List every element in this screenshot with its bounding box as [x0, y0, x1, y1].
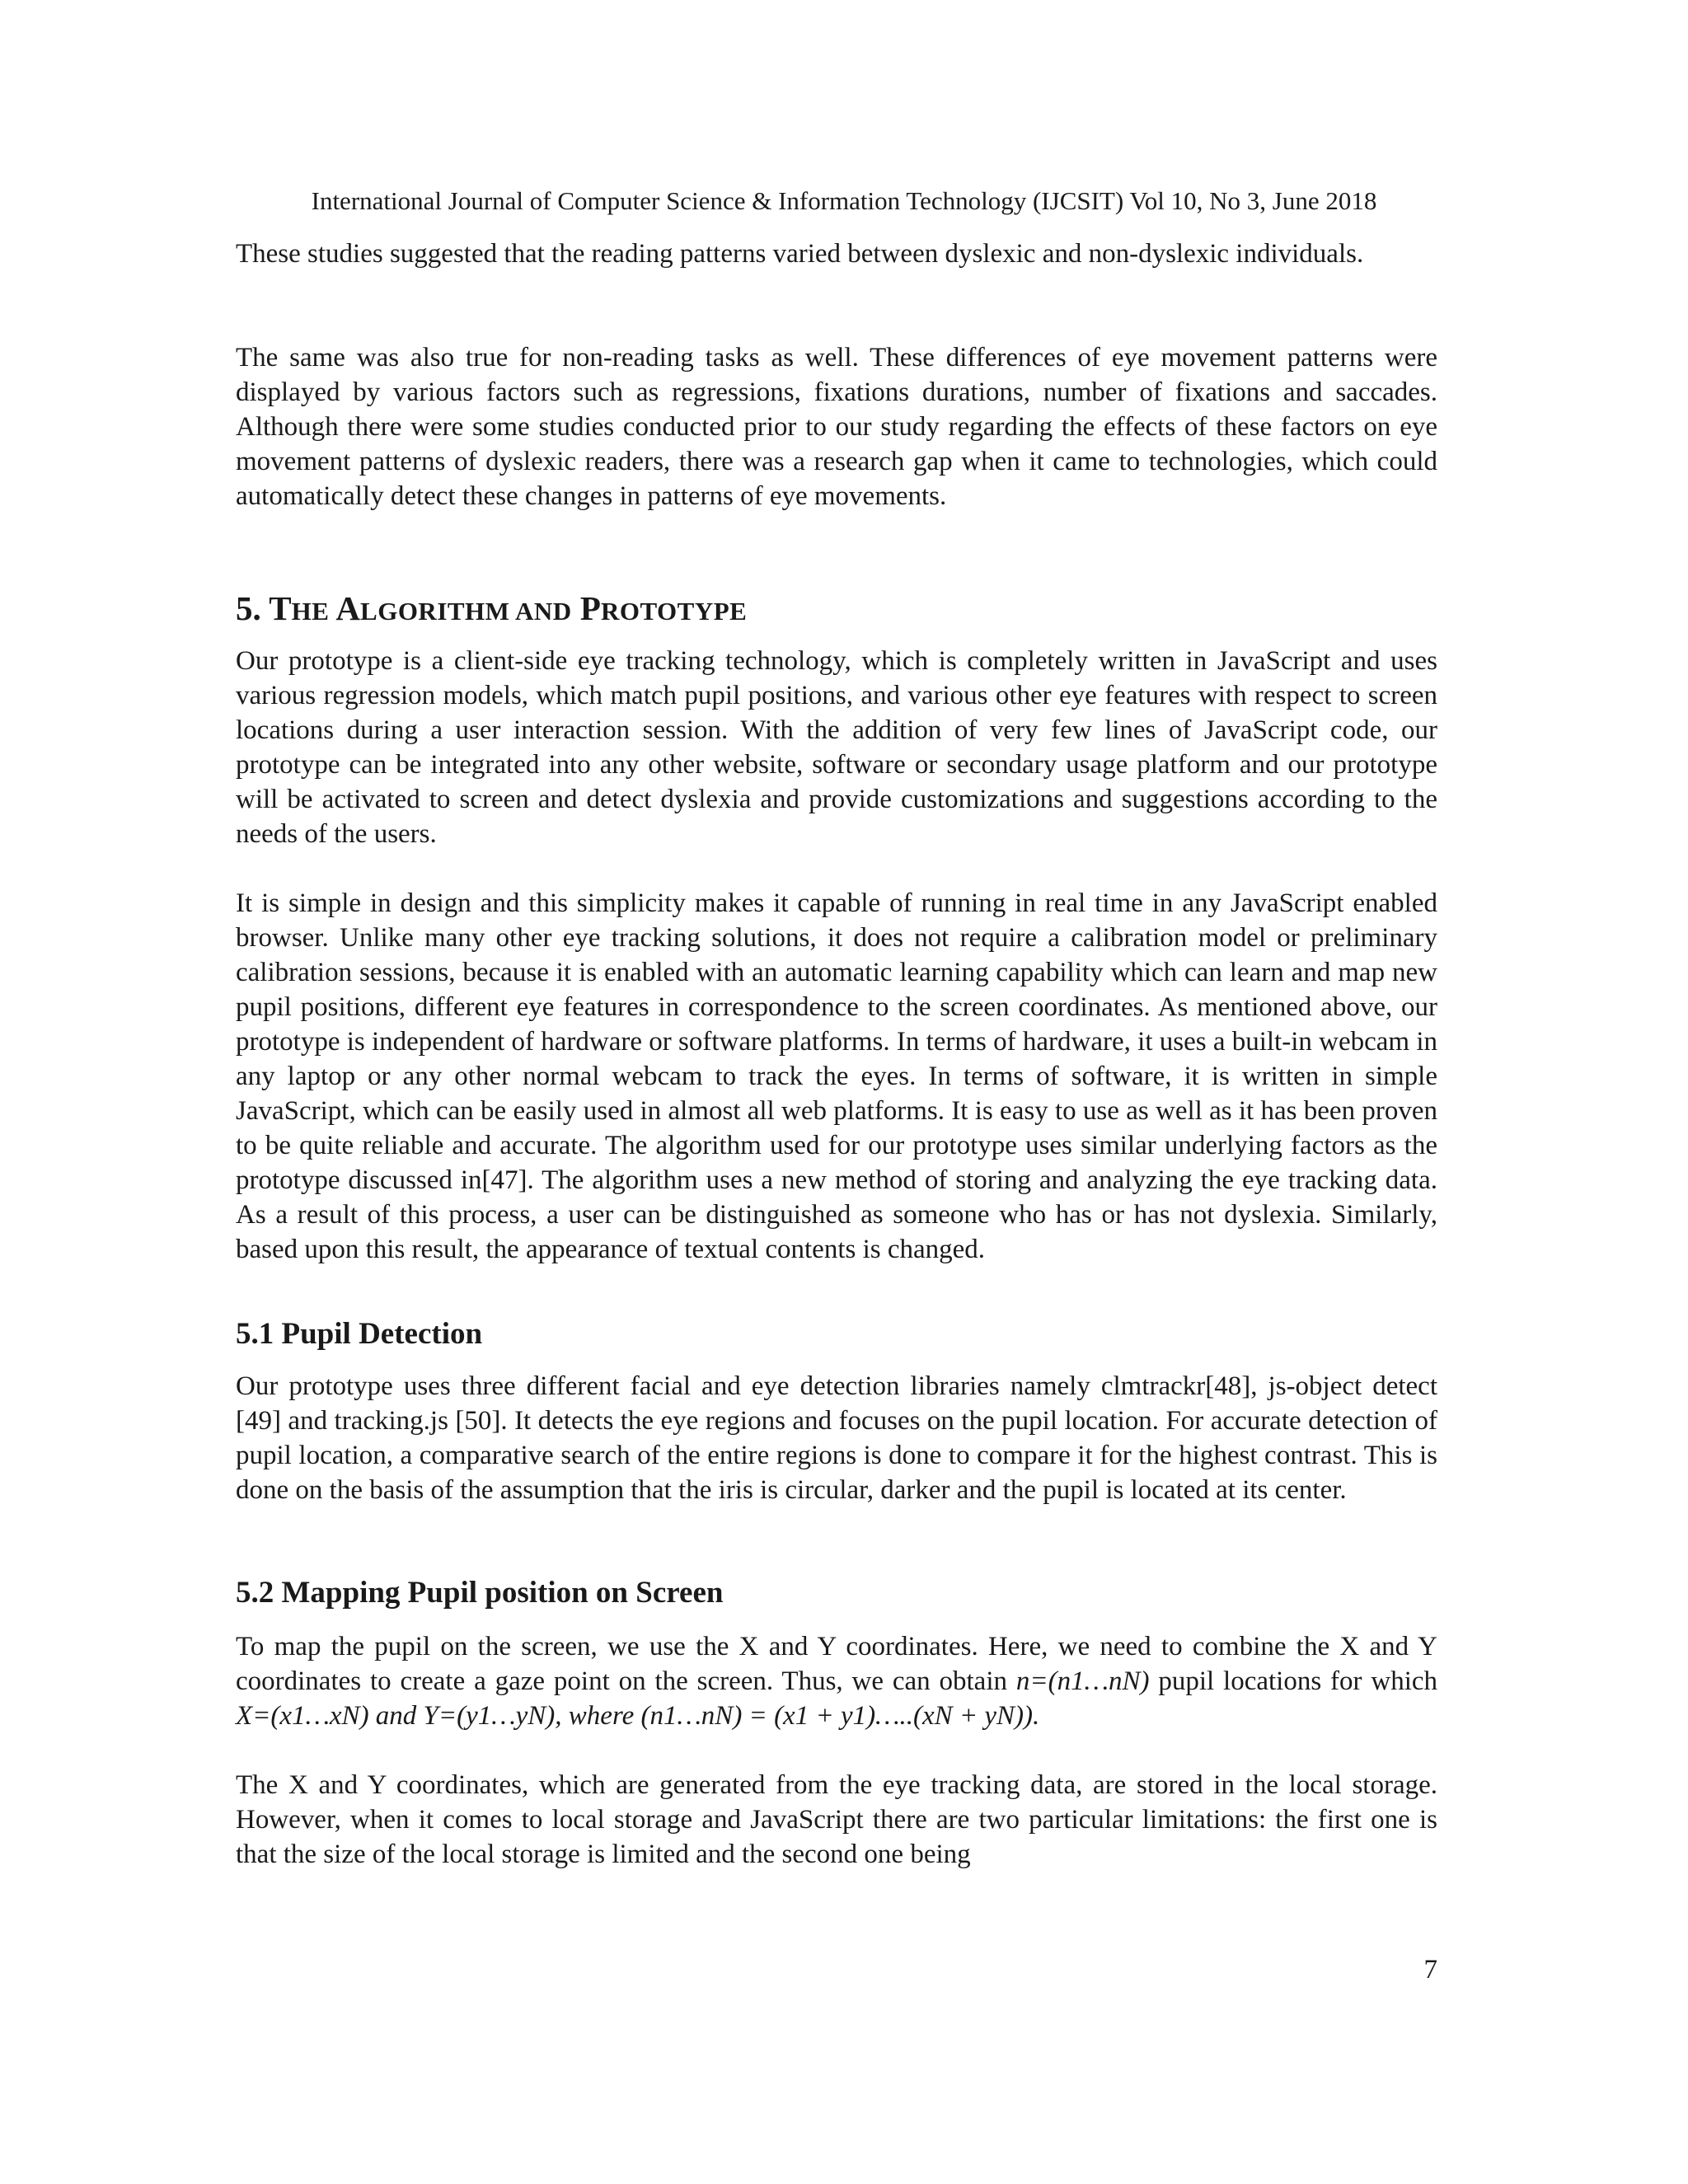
paragraph-prototype-overview: Our prototype is a client-side eye tracking technology, which is completely written in JavaScript and uses various regression models, which match pupil positions, and various other eye features with respect to screen locations during a user interaction session. With the addition of very few lines of JavaScript code, our prototype can be integrated into any other website, software or secondary usage platform and our prototype will be activated to screen and detect dyslexia and provide customizations and suggestions according to the needs of the users. — [236, 646, 1437, 849]
paragraph-prototype-design: It is simple in design and this simplicity makes it capable of running in real time in any JavaScript enabled browser. Unlike many other eye tracking solutions, it does not require a calibration model or preliminary calibration sessions, because it is enabled with an automatic learning capability which can learn and map new pupil positions, different eye features in correspondence to the screen coordinates. As mentioned above, our prototype is independent of hardware or software platforms. In terms of hardware, it uses a built-in webcam in any laptop or any other normal webcam to track the eyes. In terms of software, it is written in simple JavaScript, which can be easily used in almost all web platforms. It is easy to use as well as it has been proven to be quite reliable and accurate. The algorithm used for our prototype uses similar underlying factors as the prototype discussed in[47]. The algorithm uses a new method of storing and analyzing the eye tracking data. As a result of this process, a user can be distinguished as someone who has or has not dyslexia. Similarly, based upon this result, the appearance of textual contents is changed. — [236, 888, 1437, 1264]
section-5-number: 5. — [236, 589, 261, 627]
page-number: 7 — [1423, 1955, 1437, 1985]
paragraph-local-storage: The X and Y coordinates, which are generated from the eye tracking data, are stored in the local storage. However, when it comes to local storage and JavaScript there are two particular limitations: the first one is that the size of the local storage is limited and the second one being — [236, 1770, 1437, 1869]
running-header: International Journal of Computer Science & Information Technology (IJCSIT) Vol 10, No 3, June 2018 — [311, 186, 1377, 215]
paragraph-non-reading-tasks: The same was also true for non-reading tasks as well. These differences of eye movement patterns were displayed by various factors such as regressions, fixations durations, number of fixations and saccades. Although there were some studies conducted prior to our study regarding the effects of these factors on eye movement patterns of dyslexic readers, there was a research gap when it came to technologies, which could automatically detect these changes in patterns of eye movements. — [236, 343, 1437, 511]
paragraph-mapping-coordinates: To map the pupil on the screen, we use the X and Y coordinates. Here, we need to combine the X and Y coordinates to create a gaze point on the screen. Thus, we can obtain n=(n1…nN) pupil locations for which X=(x1…xN) and Y=(y1…yN), where (n1…nN) = (x1 + y1)…..(xN + yN)). — [236, 1632, 1438, 1731]
section-5-2-heading: 5.2 Mapping Pupil position on Screen — [236, 1576, 724, 1610]
section-5-1-heading: 5.1 Pupil Detection — [236, 1317, 483, 1351]
section-5-heading: 5. THE ALGORITHM AND PROTOTYPE — [236, 589, 748, 627]
paragraph-studies-suggested: These studies suggested that the reading patterns varied between dyslexic and non-dyslexic individuals. — [236, 239, 1364, 269]
paragraph-pupil-detection: Our prototype uses three different facial and eye detection libraries namely clmtrackr[48], js-object detect [49] and tracking.js [50]. It detects the eye regions and focuses on the pupil location. For accurate detection of pupil location, a comparative search of the entire regions is done to compare it for the highest contrast. This is done on the basis of the assumption that the iris is circular, darker and the pupil is located at its center. — [236, 1371, 1437, 1505]
